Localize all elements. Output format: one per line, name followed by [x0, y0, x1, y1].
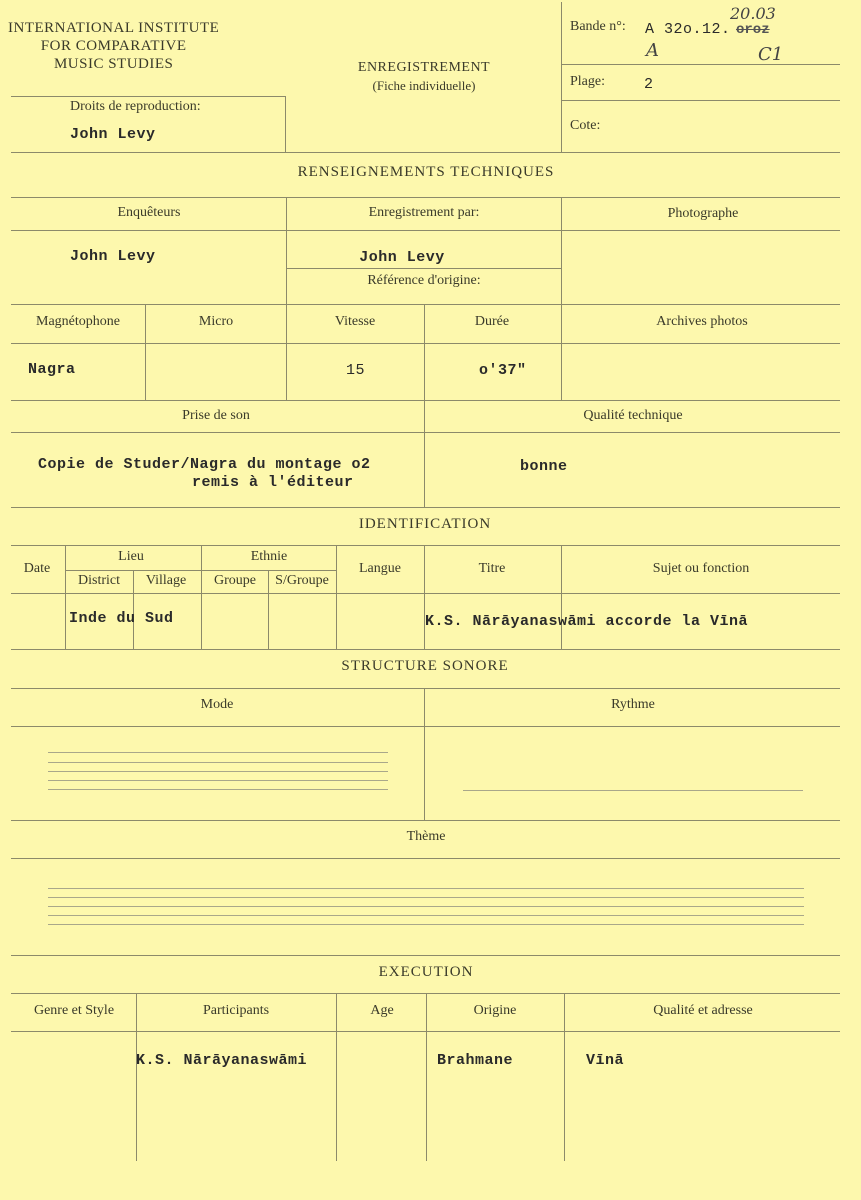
- vitesse-label: Vitesse: [334, 314, 376, 329]
- enqueteurs-label: Enquêteurs: [117, 205, 181, 220]
- rythme-label: Rythme: [611, 697, 655, 712]
- ethnie-label: Ethnie: [250, 549, 288, 564]
- qualite-technique-label: Qualité technique: [583, 408, 683, 423]
- band-number-value: A 32o.12.: [645, 21, 731, 38]
- prise-de-son-label: Prise de son: [182, 408, 250, 423]
- institute-line-1: INTERNATIONAL INSTITUTE: [8, 20, 220, 36]
- photographe-label: Photographe: [667, 206, 739, 221]
- prise-de-son-value-line-1: Copie de Studer/Nagra du montage o2: [38, 456, 371, 473]
- titre-value: K.S. Nārāyanaswāmi accorde la Vīnā: [425, 613, 749, 630]
- band-handwritten-a: A: [646, 40, 659, 61]
- reference-origine-label: Référence d'origine:: [367, 273, 481, 288]
- section-structure-title: STRUCTURE SONORE: [341, 658, 509, 674]
- qualite-adresse-label: Qualité et adresse: [653, 1003, 753, 1018]
- cote-label: Cote:: [570, 118, 601, 133]
- section-execution-title: EXECUTION: [378, 964, 474, 980]
- enregistrement-par-label: Enregistrement par:: [368, 205, 480, 220]
- duree-label: Durée: [474, 314, 510, 329]
- lieu-value: Inde du Sud: [69, 610, 174, 627]
- langue-label: Langue: [359, 561, 401, 576]
- origine-label: Origine: [473, 1003, 517, 1018]
- section-technique-title: RENSEIGNEMENTS TECHNIQUES: [297, 164, 555, 180]
- sgroupe-label: S/Groupe: [275, 573, 329, 588]
- form-subtitle: (Fiche individuelle): [372, 78, 476, 93]
- qualite-technique-value: bonne: [520, 458, 568, 475]
- plage-value: 2: [644, 76, 654, 93]
- lieu-label: Lieu: [118, 549, 144, 564]
- village-label: Village: [145, 573, 187, 588]
- theme-label: Thème: [406, 829, 446, 844]
- genre-style-label: Genre et Style: [33, 1003, 115, 1018]
- district-label: District: [78, 573, 120, 588]
- micro-label: Micro: [198, 314, 234, 329]
- vitesse-value: 15: [346, 362, 366, 379]
- band-number-struck: oroz: [736, 22, 770, 38]
- magnetophone-label: Magnétophone: [36, 314, 120, 329]
- groupe-label: Groupe: [214, 573, 256, 588]
- date-label: Date: [23, 561, 51, 576]
- participants-label: Participants: [202, 1003, 270, 1018]
- rights-value: John Levy: [70, 126, 156, 143]
- duree-value: o'37": [479, 362, 527, 379]
- institute-line-3: MUSIC STUDIES: [53, 56, 174, 72]
- band-handwritten-number: 20.03: [730, 4, 776, 23]
- age-label: Age: [370, 1003, 394, 1018]
- archives-photos-label: Archives photos: [656, 314, 748, 329]
- origine-value: Brahmane: [437, 1052, 514, 1069]
- plage-label: Plage:: [570, 74, 605, 89]
- band-number-label: Bande n°:: [570, 19, 626, 34]
- participant-value: K.S. Nārāyanaswāmi: [136, 1052, 308, 1069]
- enregistrement-par-value: John Levy: [359, 249, 445, 266]
- magnetophone-value: Nagra: [28, 361, 76, 378]
- rights-label: Droits de reproduction:: [70, 99, 201, 114]
- section-identification-title: IDENTIFICATION: [358, 516, 492, 532]
- band-handwritten-c1: C1: [758, 44, 784, 65]
- institute-line-2: FOR COMPARATIVE: [40, 38, 187, 54]
- sujet-fonction-label: Sujet ou fonction: [652, 561, 750, 576]
- qualite-adresse-value: Vīnā: [586, 1052, 625, 1069]
- institute-name: [8, 19, 219, 73]
- prise-de-son-value-line-2: remis à l'éditeur: [192, 474, 354, 491]
- enqueteurs-value: John Levy: [70, 248, 156, 265]
- form-title: ENREGISTREMENT: [357, 60, 491, 75]
- mode-label: Mode: [200, 697, 234, 712]
- titre-label: Titre: [478, 561, 506, 576]
